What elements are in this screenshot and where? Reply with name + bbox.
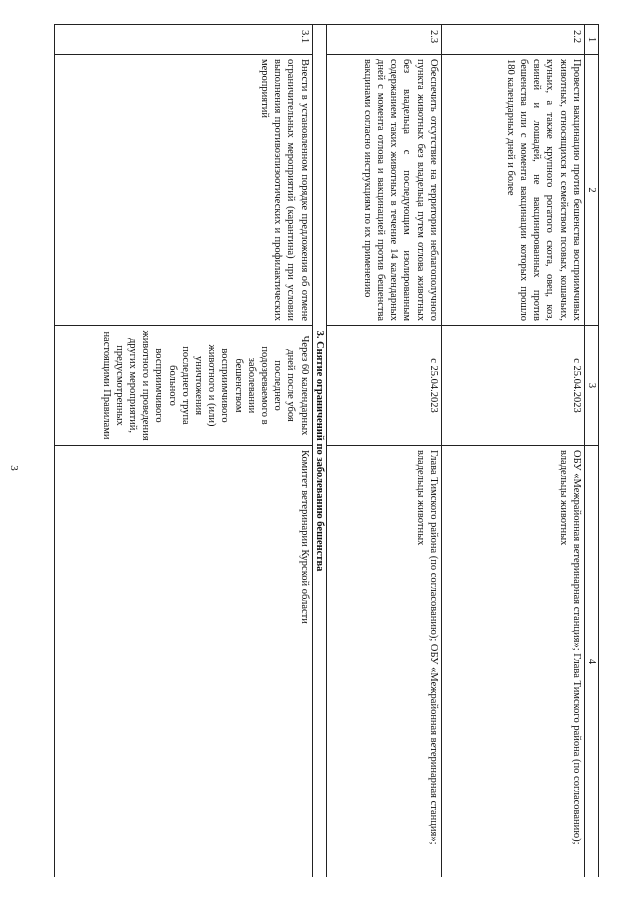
responsible-text: ОБУ «Межрайонная ветеринарная станция»; Глава Тимского района (по согласованию); владельцы животных xyxy=(441,446,584,878)
row-number: 2.2 xyxy=(441,25,584,55)
rotated-page xyxy=(50,24,599,877)
measure-text: Обеспечить отсутствие на территории неблагополучного пункта животных без владельца путем отлова животных без владельца с последующим изолированным содержанием таких животных в течение 14 календарных дней с момента отлова и вакцинацией против бешенства вакцинами согласно инструкциям по их применению xyxy=(326,55,441,326)
measure-text: Внести в установленном порядке предложения об отмене ограничительных мероприятий (карантина) при условии выполнения противоэпизоотических и профилактических мероприятий xyxy=(54,55,312,326)
page-number: 3 xyxy=(7,465,20,471)
term-text: с 25.04.2023 xyxy=(326,326,441,446)
measures-table xyxy=(54,24,599,877)
section-title: 3. Снятие ограничений по заболеванию бешенства xyxy=(312,25,326,878)
responsible-text: Комитет ветеринарии Курской области xyxy=(54,446,312,878)
document-table-area xyxy=(50,24,599,877)
row-number: 3.1 xyxy=(54,25,312,55)
row-number: 2.3 xyxy=(326,25,441,55)
term-text: с 25.04.2023 xyxy=(441,326,584,446)
table-row xyxy=(54,25,312,878)
header-col-2: 2 xyxy=(584,55,598,326)
measure-text: Провести вакцинацию против бешенства восприимчивых животных, относящихся к семейством псовых, кошачьих, куньих, а также крупного рогатого скота, овец, коз, свиней и лошадей, не вакцинированных против бешенства или с момента вакцинации которых прошло 180 календарных дней и более xyxy=(441,55,584,326)
table-row xyxy=(441,25,584,878)
header-row xyxy=(584,25,598,878)
table-row xyxy=(326,25,441,878)
header-col-4: 4 xyxy=(584,446,598,878)
responsible-text: Глава Тимского района (по согласованию); ОБУ «Межрайонная ветеринарная станция»; владельцы животных xyxy=(326,446,441,878)
section-row xyxy=(312,25,326,878)
term-text: Через 60 календарных дней после убоя последнего подозреваемого в заболевании бешенством восприимчивого животного и (или) уничтожения последнего трупа больного восприимчивого животного и проведения других мероприятий, предусмотренных настоящими Правилами xyxy=(54,326,312,446)
header-col-1: 1 xyxy=(584,25,598,55)
header-col-3: 3 xyxy=(584,326,598,446)
